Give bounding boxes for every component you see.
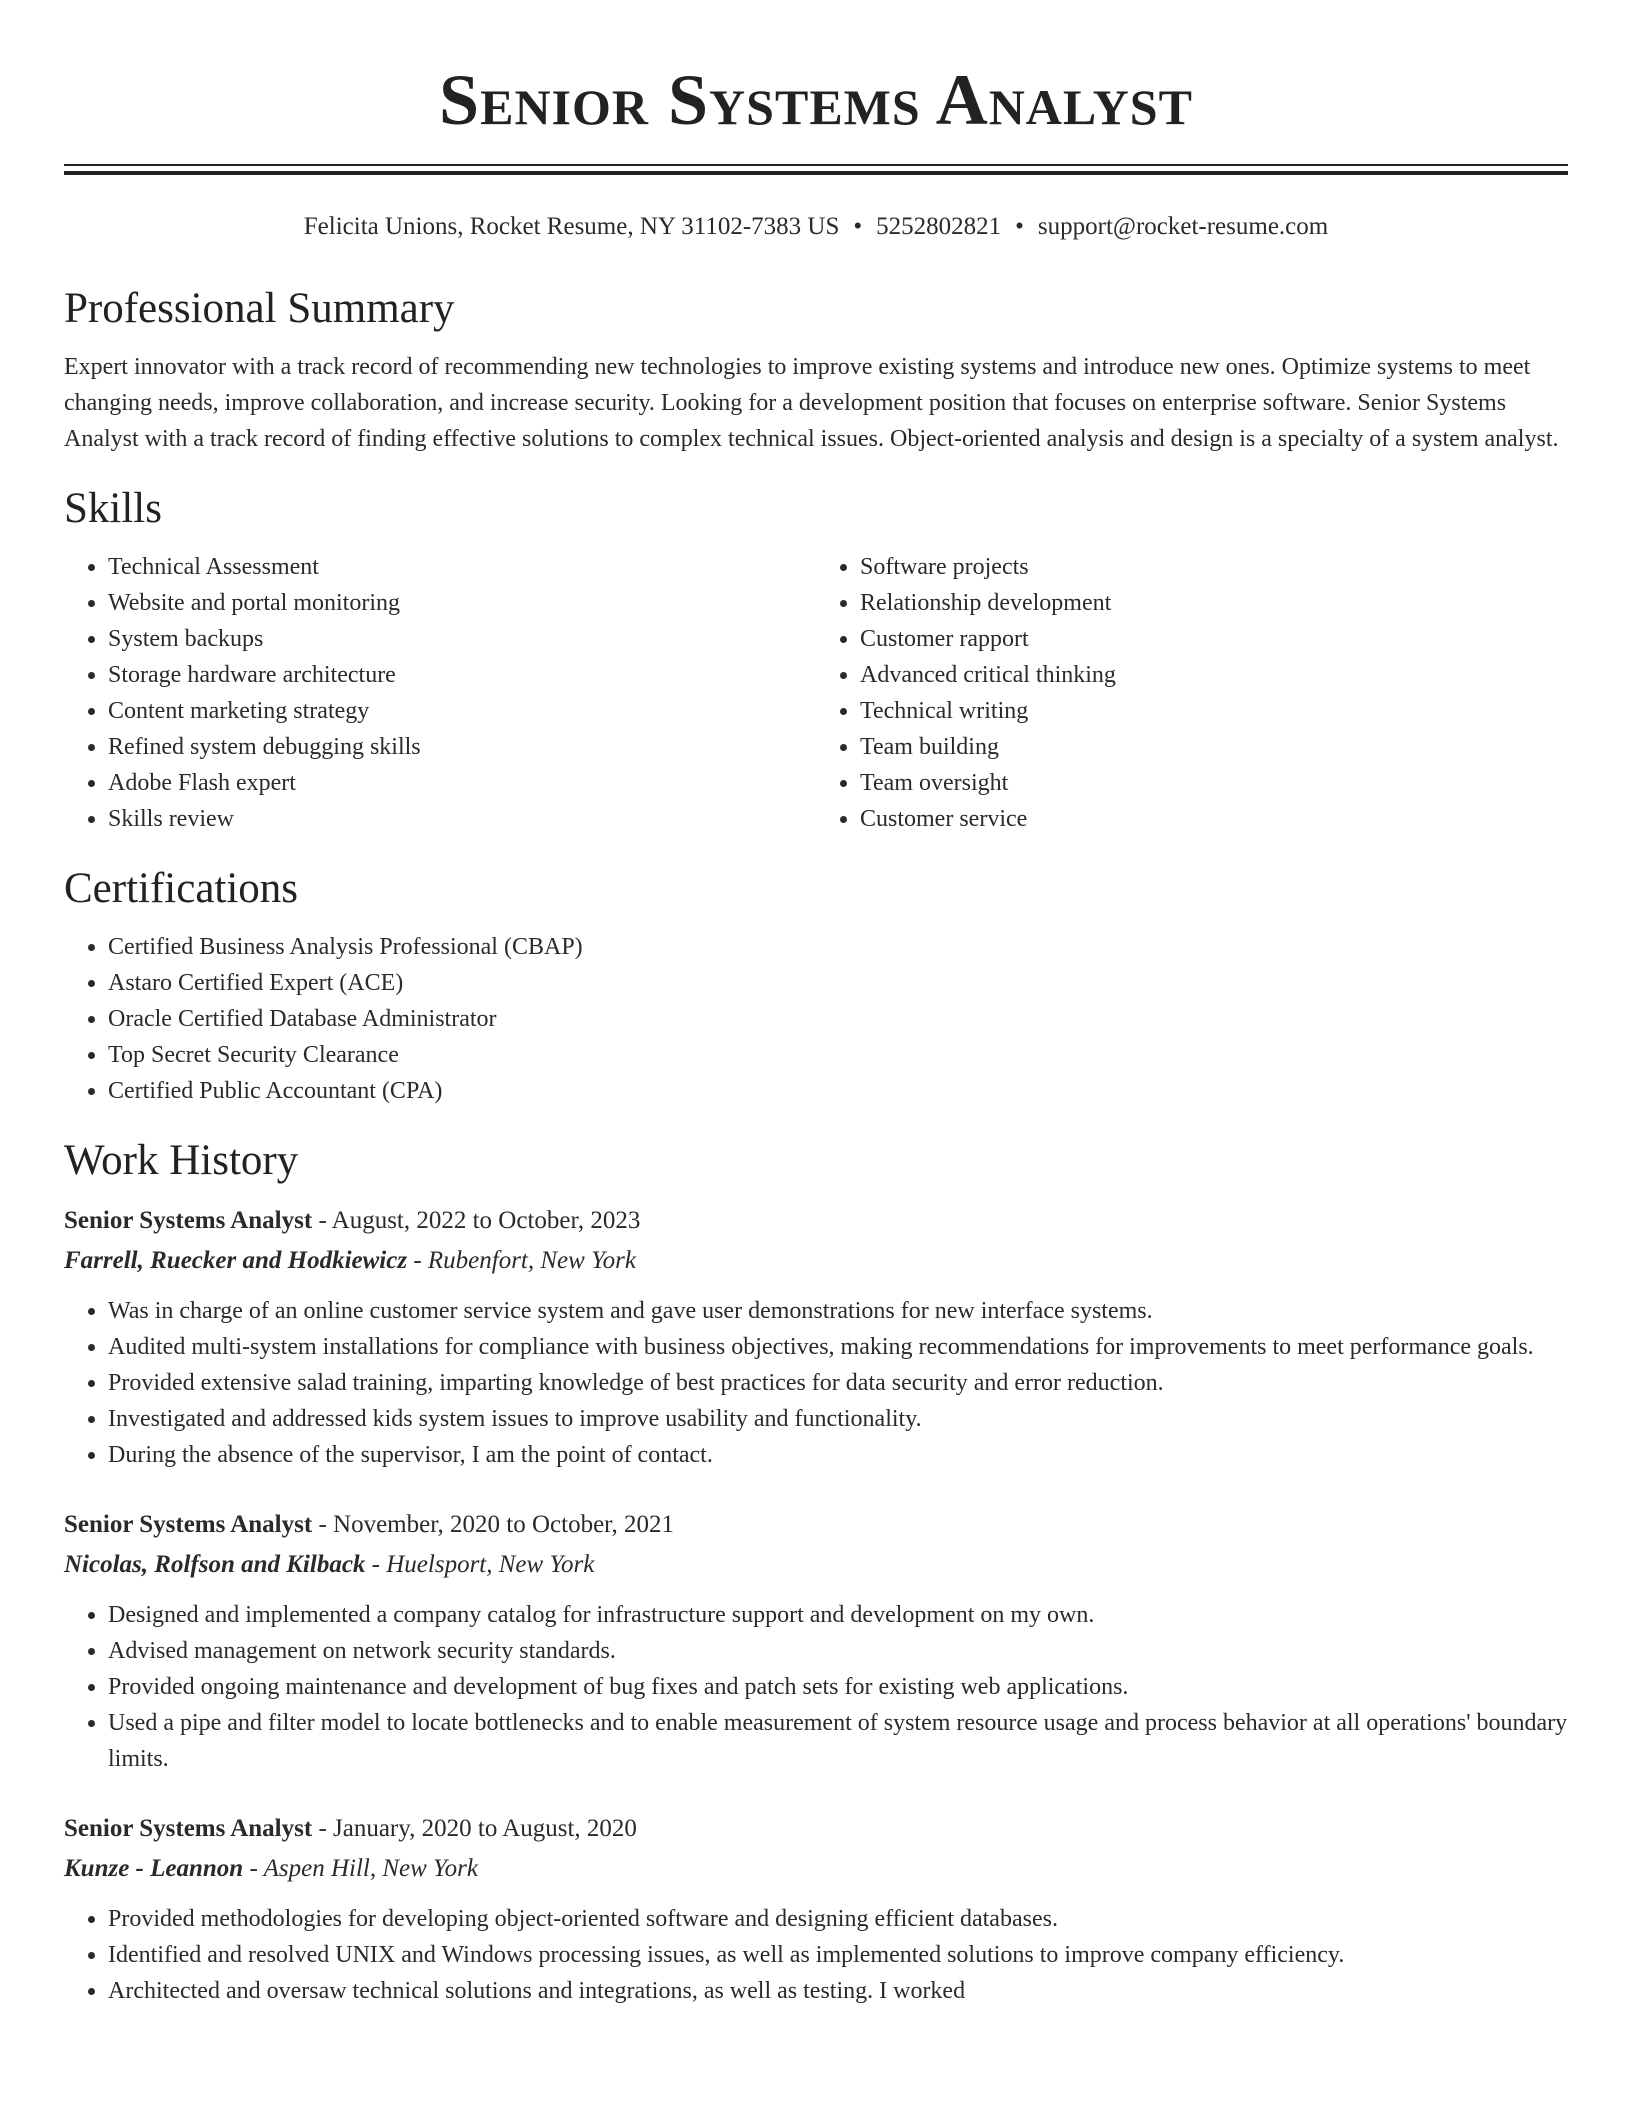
- job-bullet: • Identified and resolved UNIX and Windows processing issues, as well as implemented solutions to improve company efficiency.: [108, 1937, 1568, 1973]
- job-location: - Huelsport, New York: [365, 1551, 595, 1578]
- skill-item: • Website and portal monitoring: [108, 585, 816, 621]
- job-company-line: [64, 1241, 1568, 1281]
- job-dates: - August, 2022 to October, 2023: [312, 1207, 641, 1234]
- skill-item: • System backups: [108, 621, 816, 657]
- job-location: - Aspen Hill, New York: [243, 1855, 478, 1882]
- job-entry: [64, 1505, 1568, 1777]
- skill-item: • Software projects: [860, 549, 1568, 585]
- certifications-list: [64, 929, 1568, 1109]
- job-title-line: [64, 1809, 1568, 1849]
- skill-item: • Team oversight: [860, 765, 1568, 801]
- job-title-line: [64, 1201, 1568, 1241]
- resume-title: Senior Systems Analyst: [439, 60, 1193, 140]
- certifications-heading: Certifications: [64, 865, 299, 912]
- certification-item: • Certified Business Analysis Professional (CBAP): [108, 929, 1568, 965]
- job-company: Kunze - Leannon: [64, 1855, 244, 1882]
- job-title: Senior Systems Analyst: [64, 1815, 313, 1842]
- job-bullets: [64, 1901, 1568, 2009]
- certification-item: • Astaro Certified Expert (ACE): [108, 965, 1568, 1001]
- job-bullet: • During the absence of the supervisor, I am the point of contact.: [108, 1437, 1568, 1473]
- skill-item: • Customer service: [860, 801, 1568, 837]
- job-entry: [64, 1201, 1568, 1473]
- job-location: - Rubenfort, New York: [407, 1247, 637, 1274]
- job-company-line: [64, 1545, 1568, 1585]
- skills-list-right: [816, 549, 1568, 837]
- contact-address: Felicita Unions, Rocket Resume, NY 31102-7383 US: [303, 213, 840, 240]
- skills-heading: Skills: [64, 485, 162, 532]
- skill-item: • Technical Assessment: [108, 549, 816, 585]
- job-dates: - January, 2020 to August, 2020: [312, 1815, 637, 1842]
- job-bullet: • Was in charge of an online customer service system and gave user demonstrations for new interface systems.: [108, 1293, 1568, 1329]
- job-title: Senior Systems Analyst: [64, 1207, 313, 1234]
- skill-item: • Relationship development: [860, 585, 1568, 621]
- summary-text: Expert innovator with a track record of recommending new technologies to improve existing systems and introduce new ones. Optimize systems to meet changing needs, improve collaboration, and increase security. Looking for a development position that focuses on enterprise software. Senior Systems Analyst with a track record of finding effective solutions to complex technical issues. Object-oriented analysis and design is a specialty of a system analyst.: [64, 354, 1559, 452]
- job-bullet: • Architected and oversaw technical solutions and integrations, as well as testing. I worked: [108, 1973, 1568, 2009]
- job-bullet: • Used a pipe and filter model to locate bottlenecks and to enable measurement of system resource usage and process behavior at all operations' boundary limits.: [108, 1705, 1568, 1777]
- title-double-rule: [64, 164, 1568, 175]
- contact-separator: •: [1015, 213, 1024, 240]
- job-bullet: • Investigated and addressed kids system issues to improve usability and functionality.: [108, 1401, 1568, 1437]
- job-bullets: [64, 1597, 1568, 1777]
- skill-item: • Skills review: [108, 801, 816, 837]
- job-bullet: • Provided extensive salad training, imparting knowledge of best practices for data security and error reduction.: [108, 1365, 1568, 1401]
- skill-item: • Team building: [860, 729, 1568, 765]
- job-bullet: • Provided methodologies for developing object-oriented software and designing efficient databases.: [108, 1901, 1568, 1937]
- job-bullets: [64, 1293, 1568, 1473]
- job-bullet: • Audited multi-system installations for compliance with business objectives, making recommendations for improvements to meet performance goals.: [108, 1329, 1568, 1365]
- job-entry: [64, 1809, 1568, 2009]
- summary-heading: Professional Summary: [64, 285, 455, 332]
- skill-item: • Refined system debugging skills: [108, 729, 816, 765]
- job-company: Farrell, Ruecker and Hodkiewicz: [64, 1247, 408, 1274]
- job-title: Senior Systems Analyst: [64, 1511, 313, 1538]
- certification-item: • Oracle Certified Database Administrator: [108, 1001, 1568, 1037]
- job-company: Nicolas, Rolfson and Kilback: [64, 1551, 366, 1578]
- skill-item: • Adobe Flash expert: [108, 765, 816, 801]
- skill-item: • Customer rapport: [860, 621, 1568, 657]
- job-bullet: • Provided ongoing maintenance and development of bug fixes and patch sets for existing web applications.: [108, 1669, 1568, 1705]
- contact-line: [64, 211, 1568, 243]
- certification-item: • Top Secret Security Clearance: [108, 1037, 1568, 1073]
- skill-item: • Content marketing strategy: [108, 693, 816, 729]
- skill-item: • Storage hardware architecture: [108, 657, 816, 693]
- job-bullet: • Advised management on network security standards.: [108, 1633, 1568, 1669]
- contact-email: support@rocket-resume.com: [1037, 213, 1329, 240]
- job-dates: - November, 2020 to October, 2021: [312, 1511, 674, 1538]
- skill-item: • Technical writing: [860, 693, 1568, 729]
- job-bullet: • Designed and implemented a company catalog for infrastructure support and development on my own.: [108, 1597, 1568, 1633]
- contact-phone: 5252802821: [876, 213, 1002, 240]
- job-title-line: [64, 1505, 1568, 1545]
- contact-separator: •: [853, 213, 863, 240]
- skill-item: • Advanced critical thinking: [860, 657, 1568, 693]
- certification-item: • Certified Public Accountant (CPA): [108, 1073, 1568, 1109]
- job-company-line: [64, 1849, 1568, 1889]
- skills-list-left: [64, 549, 816, 837]
- work-history-heading: Work History: [64, 1137, 299, 1184]
- skills-grid: [64, 549, 1568, 837]
